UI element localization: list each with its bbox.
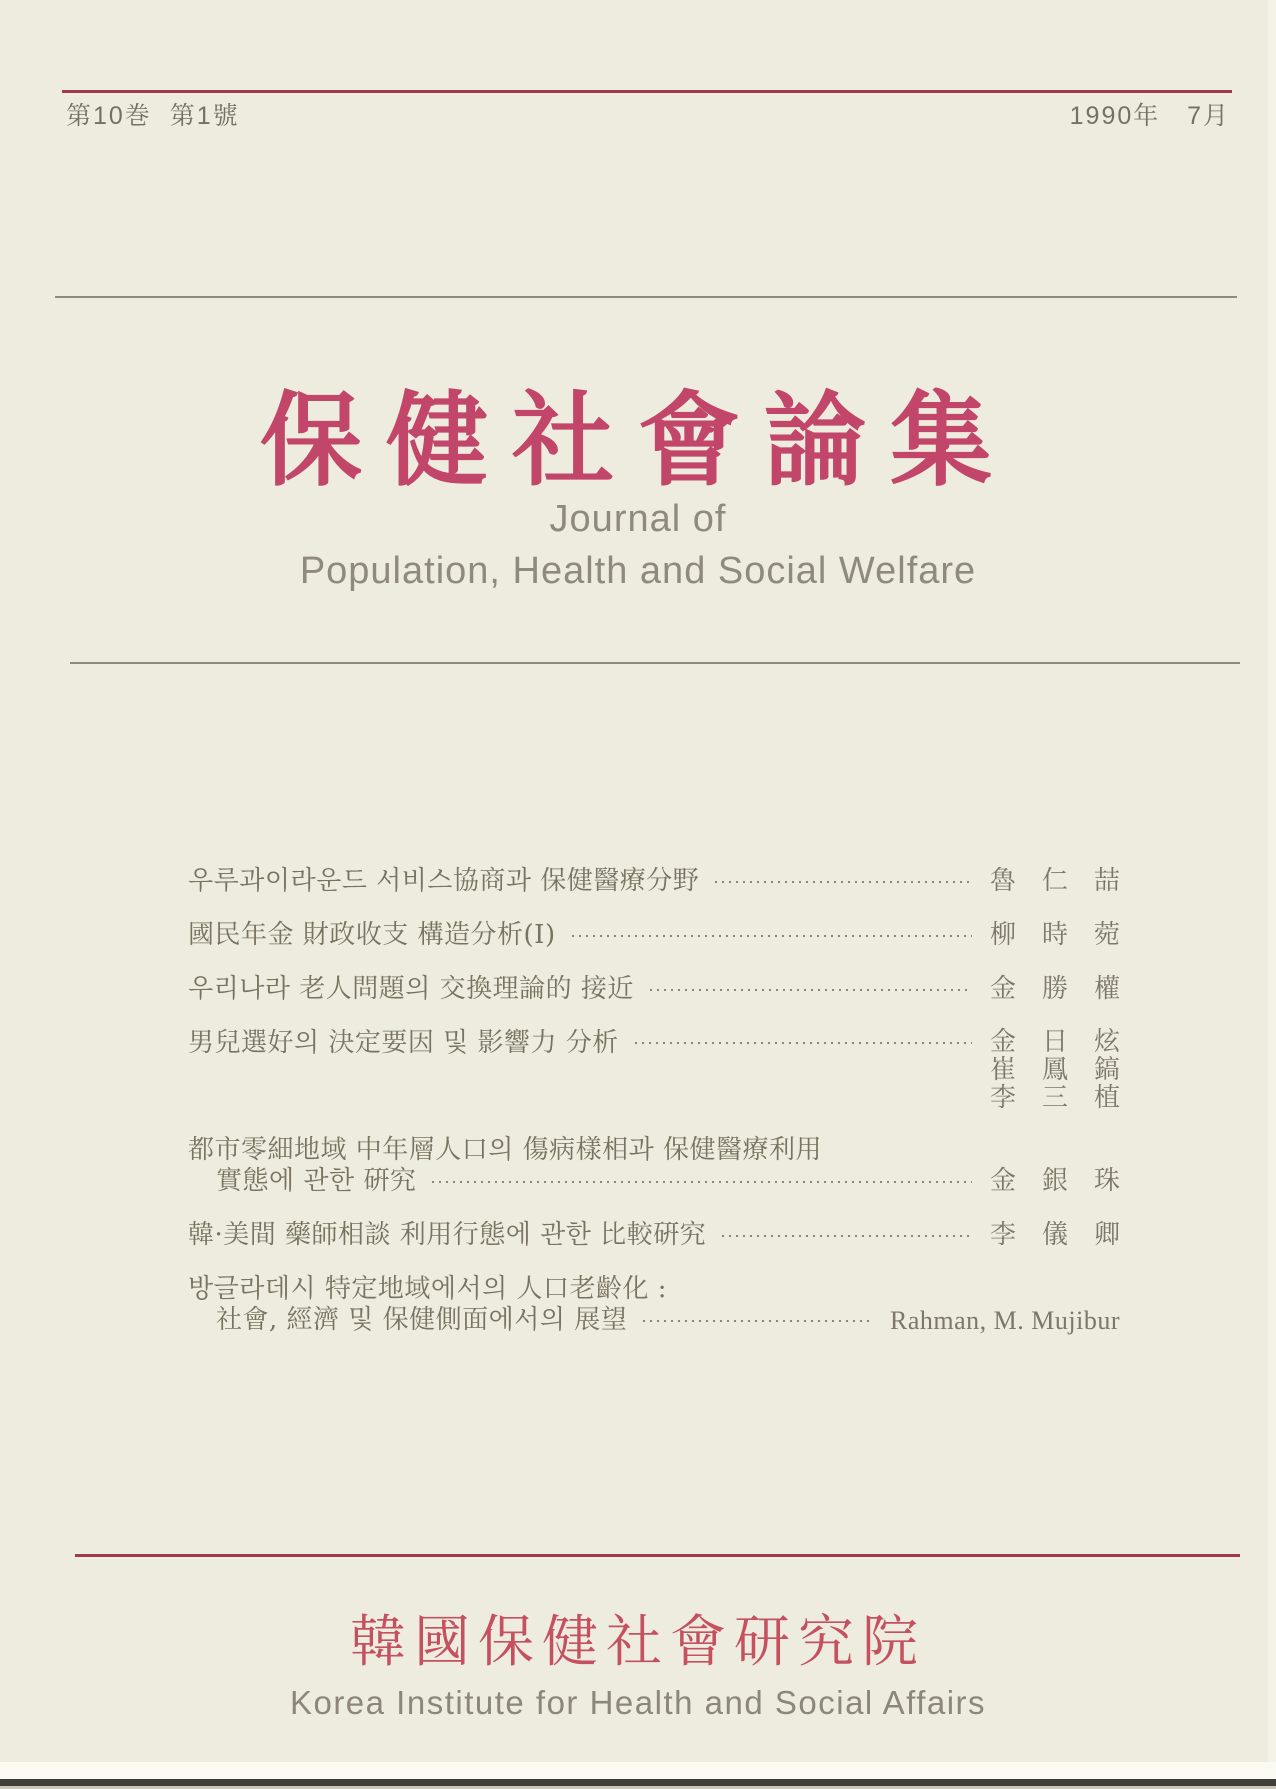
toc-entry xyxy=(188,1135,1120,1197)
toc-entry-author-list xyxy=(988,1028,1120,1112)
toc-entry xyxy=(188,1274,1120,1336)
journal-subtitle-line1: Journal of xyxy=(549,498,727,540)
top-red-rule xyxy=(62,90,1232,93)
journal-title: 保健社會論集 xyxy=(260,381,1016,501)
toc-entry-title: 韓·美間 藥師相談 利用行態에 관한 比較硏究 xyxy=(188,1220,707,1250)
toc-entry xyxy=(188,974,1120,1005)
toc-entry xyxy=(188,1220,1120,1251)
toc-entry-title: 우리나라 老人問題의 交換理論的 接近 xyxy=(188,974,634,1004)
masthead-top-rule xyxy=(55,296,1237,298)
toc-entry-title-continued: 社會, 經濟 및 保健側面에서의 展望 xyxy=(216,1305,628,1335)
toc-entry-title: 우루과이라운드 서비스協商과 保健醫療分野 xyxy=(188,866,700,896)
toc-entry-title: 방글라데시 特定地域에서의 人口老齡化 : xyxy=(188,1274,667,1304)
footer-red-rule xyxy=(75,1554,1240,1557)
toc-entry-author: 金 勝 權 xyxy=(989,974,1120,1004)
institute-name-cjk: 韓國保健社會研究院 xyxy=(350,1610,926,1675)
dot-leader xyxy=(432,1181,972,1183)
toc-entry-author: 金 日 炫 xyxy=(989,1027,1120,1057)
dot-leader xyxy=(635,1042,972,1044)
volume-issue-label: 第10巻 第1號 xyxy=(66,102,240,130)
dot-leader xyxy=(650,989,972,991)
toc-entry xyxy=(188,866,1120,897)
table-of-contents xyxy=(188,866,1120,1359)
scan-edge-right xyxy=(1268,0,1276,1789)
dot-leader xyxy=(643,1320,874,1322)
journal-subtitle-line2: Population, Health and Social Welfare xyxy=(299,550,977,592)
dot-leader xyxy=(722,1235,972,1237)
toc-entry-title: 男兒選好의 決定要因 및 影響力 分析 xyxy=(188,1028,619,1058)
dot-leader xyxy=(715,881,972,883)
toc-entry-author: 崔 鳳 鎬 xyxy=(989,1055,1120,1085)
toc-entry-title: 國民年金 財政收支 構造分析(Ⅰ) xyxy=(188,920,556,950)
masthead-bottom-rule xyxy=(70,662,1240,664)
toc-entry-author: 魯 仁 喆 xyxy=(989,866,1120,896)
scan-edge-bottom-white xyxy=(0,1762,1276,1779)
toc-entry-author: Rahman, M. Mujibur xyxy=(890,1306,1120,1335)
toc-entry-title-continued: 實態에 관한 硏究 xyxy=(216,1166,417,1196)
issue-date-label: 1990年 7月 xyxy=(1069,102,1230,130)
toc-entry-author: 柳 時 菀 xyxy=(989,920,1120,950)
institute-name-english: Korea Institute for Health and Social Affairs xyxy=(289,1684,987,1721)
toc-entry-author: 李 三 植 xyxy=(989,1083,1120,1113)
toc-entry xyxy=(188,920,1120,951)
dot-leader xyxy=(572,935,972,937)
scan-edge-bottom-dark xyxy=(0,1779,1276,1786)
toc-entry-author: 李 儀 卿 xyxy=(989,1220,1120,1250)
toc-entry xyxy=(188,1028,1120,1112)
toc-entry-author: 金 銀 珠 xyxy=(989,1166,1120,1196)
toc-entry-title: 都市零細地域 中年層人口의 傷病樣相과 保健醫療利用 xyxy=(188,1135,823,1165)
